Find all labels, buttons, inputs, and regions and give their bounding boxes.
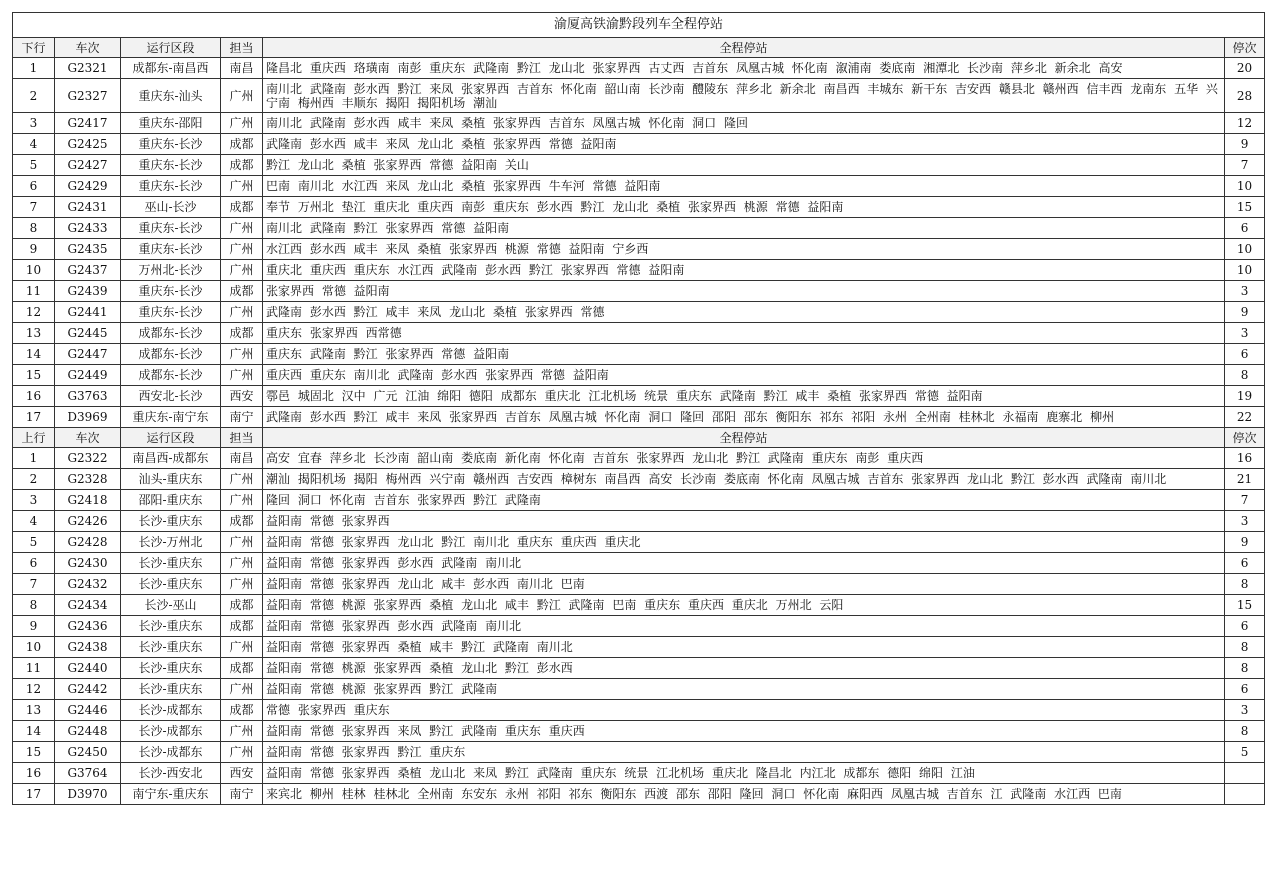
up-table-row (13, 784, 1265, 805)
row-number-cell: 16 (13, 763, 55, 784)
stop-count-cell: 5 (1225, 742, 1265, 763)
row-number-cell: 11 (13, 658, 55, 679)
train-number-cell: G2427 (55, 155, 121, 176)
up-table-row (13, 763, 1265, 784)
run-section-cell: 重庆东-南宁东 (121, 407, 221, 428)
stop-list-cell: 益阳南 常德 张家界西 桑植 龙山北 来凤 黔江 武隆南 重庆东 统景 江北机场 重庆北 隆昌北 内江北 成都东 德阳 绵阳 江油 (263, 763, 1225, 784)
stop-count-cell: 6 (1225, 218, 1265, 239)
stop-count-cell: 20 (1225, 58, 1265, 79)
stop-count-cell: 8 (1225, 721, 1265, 742)
run-section-cell: 长沙-重庆东 (121, 553, 221, 574)
run-section-cell: 长沙-重庆东 (121, 658, 221, 679)
depot-cell: 广州 (221, 490, 263, 511)
row-number-cell: 4 (13, 511, 55, 532)
run-section-cell: 重庆东-长沙 (121, 218, 221, 239)
down-table-row (13, 197, 1265, 218)
stop-count-cell: 12 (1225, 113, 1265, 134)
column-header-depot: 担当 (221, 38, 263, 58)
row-number-cell: 2 (13, 79, 55, 113)
depot-cell: 广州 (221, 260, 263, 281)
depot-cell: 广州 (221, 79, 263, 113)
stop-list-cell: 巴南 南川北 水江西 来凤 龙山北 桑植 张家界西 牛车河 常德 益阳南 (263, 176, 1225, 197)
stop-count-cell: 16 (1225, 448, 1265, 469)
row-number-cell: 15 (13, 742, 55, 763)
run-section-cell: 长沙-重庆东 (121, 616, 221, 637)
down-table-row (13, 239, 1265, 260)
timetable-sheet (12, 12, 1264, 805)
row-number-cell: 11 (13, 281, 55, 302)
depot-cell: 成都 (221, 595, 263, 616)
up-table-row (13, 616, 1265, 637)
depot-cell: 广州 (221, 469, 263, 490)
run-section-cell: 重庆东-长沙 (121, 302, 221, 323)
row-number-cell: 2 (13, 469, 55, 490)
stop-list-cell: 重庆北 重庆西 重庆东 水江西 武隆南 彭水西 黔江 张家界西 常德 益阳南 (263, 260, 1225, 281)
stop-count-cell: 8 (1225, 637, 1265, 658)
column-header-depot: 担当 (221, 428, 263, 448)
stop-list-cell: 武隆南 彭水西 黔江 咸丰 来凤 张家界西 吉首东 凤凰古城 怀化南 洞口 隆回 邵阳 邵东 衡阳东 祁东 祁阳 永州 全州南 桂林北 永福南 鹿寨北 柳州 (263, 407, 1225, 428)
run-section-cell: 成都东-长沙 (121, 323, 221, 344)
stop-count-cell: 3 (1225, 700, 1265, 721)
train-number-cell: D3969 (55, 407, 121, 428)
run-section-cell: 重庆东-长沙 (121, 155, 221, 176)
train-number-cell: G2328 (55, 469, 121, 490)
down-table-row (13, 386, 1265, 407)
column-header-section: 运行区段 (121, 428, 221, 448)
run-section-cell: 西安北-长沙 (121, 386, 221, 407)
stop-count-cell: 3 (1225, 323, 1265, 344)
train-number-cell: G2425 (55, 134, 121, 155)
table-body (13, 38, 1265, 805)
run-section-cell: 万州北-长沙 (121, 260, 221, 281)
down-table-row (13, 79, 1265, 113)
down-table-row (13, 323, 1265, 344)
stop-count-cell: 19 (1225, 386, 1265, 407)
depot-cell: 广州 (221, 218, 263, 239)
up-header-row (13, 428, 1265, 448)
train-number-cell: G2446 (55, 700, 121, 721)
stop-list-cell: 高安 宜春 萍乡北 长沙南 韶山南 娄底南 新化南 怀化南 吉首东 张家界西 龙山北 黔江 武隆南 重庆东 南彭 重庆西 (263, 448, 1225, 469)
depot-cell: 成都 (221, 323, 263, 344)
down-table-row (13, 365, 1265, 386)
stop-count-cell: 8 (1225, 658, 1265, 679)
run-section-cell: 长沙-重庆东 (121, 574, 221, 595)
depot-cell: 西安 (221, 763, 263, 784)
column-header-train: 车次 (55, 428, 121, 448)
run-section-cell: 重庆东-长沙 (121, 239, 221, 260)
up-table-row (13, 679, 1265, 700)
stop-list-cell: 益阳南 常德 张家界西 龙山北 咸丰 彭水西 南川北 巴南 (263, 574, 1225, 595)
down-table-row (13, 302, 1265, 323)
depot-cell: 南宁 (221, 407, 263, 428)
train-number-cell: G2436 (55, 616, 121, 637)
train-number-cell: G2434 (55, 595, 121, 616)
up-table-row (13, 553, 1265, 574)
row-number-cell: 9 (13, 616, 55, 637)
column-header-stops: 全程停站 (263, 428, 1225, 448)
depot-cell: 成都 (221, 511, 263, 532)
stop-list-cell: 益阳南 常德 张家界西 黔江 重庆东 (263, 742, 1225, 763)
down-table-row (13, 155, 1265, 176)
run-section-cell: 长沙-成都东 (121, 742, 221, 763)
stop-list-cell: 武隆南 彭水西 黔江 咸丰 来凤 龙山北 桑植 张家界西 常德 (263, 302, 1225, 323)
row-number-cell: 10 (13, 637, 55, 658)
train-number-cell: G2433 (55, 218, 121, 239)
column-header-train: 车次 (55, 38, 121, 58)
stop-list-cell: 重庆东 张家界西 西常德 (263, 323, 1225, 344)
run-section-cell: 成都东-长沙 (121, 344, 221, 365)
depot-cell: 成都 (221, 197, 263, 218)
depot-cell: 广州 (221, 574, 263, 595)
run-section-cell: 长沙-重庆东 (121, 679, 221, 700)
column-header-dir: 上行 (13, 428, 55, 448)
row-number-cell: 15 (13, 365, 55, 386)
run-section-cell: 重庆东-邵阳 (121, 113, 221, 134)
row-number-cell: 17 (13, 407, 55, 428)
depot-cell: 成都 (221, 281, 263, 302)
stop-count-cell: 15 (1225, 595, 1265, 616)
depot-cell: 广州 (221, 344, 263, 365)
train-number-cell: G2429 (55, 176, 121, 197)
run-section-cell: 长沙-巫山 (121, 595, 221, 616)
column-header-stops: 全程停站 (263, 38, 1225, 58)
down-table-row (13, 113, 1265, 134)
up-table-row (13, 658, 1265, 679)
row-number-cell: 12 (13, 302, 55, 323)
run-section-cell: 长沙-西安北 (121, 763, 221, 784)
run-section-cell: 长沙-万州北 (121, 532, 221, 553)
row-number-cell: 9 (13, 239, 55, 260)
run-section-cell: 巫山-长沙 (121, 197, 221, 218)
stop-count-cell: 15 (1225, 197, 1265, 218)
stop-count-cell: 6 (1225, 344, 1265, 365)
stop-list-cell: 常德 张家界西 重庆东 (263, 700, 1225, 721)
stop-count-cell: 28 (1225, 79, 1265, 113)
train-number-cell: G2438 (55, 637, 121, 658)
stop-list-cell: 重庆东 武隆南 黔江 张家界西 常德 益阳南 (263, 344, 1225, 365)
down-table-row (13, 281, 1265, 302)
up-table-row (13, 511, 1265, 532)
train-number-cell: G2440 (55, 658, 121, 679)
stop-count-cell: 10 (1225, 239, 1265, 260)
row-number-cell: 5 (13, 532, 55, 553)
stop-count-cell: 3 (1225, 281, 1265, 302)
stop-count-cell: 9 (1225, 532, 1265, 553)
stop-count-cell: 3 (1225, 511, 1265, 532)
depot-cell: 西安 (221, 386, 263, 407)
train-number-cell: G2428 (55, 532, 121, 553)
stop-list-cell: 奉节 万州北 垫江 重庆北 重庆西 南彭 重庆东 彭水西 黔江 龙山北 桑植 张家界西 桃源 常德 益阳南 (263, 197, 1225, 218)
row-number-cell: 14 (13, 721, 55, 742)
stop-list-cell: 武隆南 彭水西 咸丰 来凤 龙山北 桑植 张家界西 常德 益阳南 (263, 134, 1225, 155)
stop-count-cell: 8 (1225, 365, 1265, 386)
up-table-row (13, 595, 1265, 616)
down-table-row (13, 134, 1265, 155)
row-number-cell: 14 (13, 344, 55, 365)
row-number-cell: 1 (13, 448, 55, 469)
row-number-cell: 10 (13, 260, 55, 281)
train-number-cell: G2445 (55, 323, 121, 344)
run-section-cell: 成都东-南昌西 (121, 58, 221, 79)
train-number-cell: G2426 (55, 511, 121, 532)
run-section-cell: 南昌西-成都东 (121, 448, 221, 469)
depot-cell: 成都 (221, 700, 263, 721)
depot-cell: 广州 (221, 113, 263, 134)
stop-list-cell: 鄠邑 城固北 汉中 广元 江油 绵阳 德阳 成都东 重庆北 江北机场 统景 重庆东 武隆南 黔江 咸丰 桑植 张家界西 常德 益阳南 (263, 386, 1225, 407)
stop-count-cell: 9 (1225, 302, 1265, 323)
row-number-cell: 7 (13, 197, 55, 218)
stop-count-cell: 9 (1225, 134, 1265, 155)
train-number-cell: D3970 (55, 784, 121, 805)
stop-list-cell: 益阳南 常德 张家界西 彭水西 武隆南 南川北 (263, 553, 1225, 574)
run-section-cell: 南宁东-重庆东 (121, 784, 221, 805)
row-number-cell: 6 (13, 553, 55, 574)
stop-count-cell: 6 (1225, 679, 1265, 700)
row-number-cell: 7 (13, 574, 55, 595)
stop-list-cell: 益阳南 常德 张家界西 来凤 黔江 武隆南 重庆东 重庆西 (263, 721, 1225, 742)
train-number-cell: G2432 (55, 574, 121, 595)
train-number-cell: G2450 (55, 742, 121, 763)
stop-count-cell: 10 (1225, 176, 1265, 197)
down-table-row (13, 176, 1265, 197)
column-header-count: 停次 (1225, 38, 1265, 58)
row-number-cell: 13 (13, 323, 55, 344)
stop-count-cell (1225, 763, 1265, 784)
down-header-row (13, 38, 1265, 58)
train-number-cell: G2430 (55, 553, 121, 574)
stop-list-cell: 南川北 武隆南 黔江 张家界西 常德 益阳南 (263, 218, 1225, 239)
stop-list-cell: 重庆西 重庆东 南川北 武隆南 彭水西 张家界西 常德 益阳南 (263, 365, 1225, 386)
depot-cell: 成都 (221, 134, 263, 155)
stop-list-cell: 黔江 龙山北 桑植 张家界西 常德 益阳南 关山 (263, 155, 1225, 176)
train-number-cell: G2441 (55, 302, 121, 323)
train-number-cell: G2439 (55, 281, 121, 302)
depot-cell: 广州 (221, 637, 263, 658)
row-number-cell: 8 (13, 595, 55, 616)
down-table-row (13, 260, 1265, 281)
depot-cell: 南宁 (221, 784, 263, 805)
depot-cell: 成都 (221, 658, 263, 679)
depot-cell: 广州 (221, 532, 263, 553)
stop-list-cell: 益阳南 常德 桃源 张家界西 桑植 龙山北 咸丰 黔江 武隆南 巴南 重庆东 重庆西 重庆北 万州北 云阳 (263, 595, 1225, 616)
row-number-cell: 3 (13, 490, 55, 511)
up-table-row (13, 721, 1265, 742)
run-section-cell: 长沙-重庆东 (121, 511, 221, 532)
run-section-cell: 重庆东-长沙 (121, 176, 221, 197)
stop-list-cell: 益阳南 常德 桃源 张家界西 桑植 龙山北 黔江 彭水西 (263, 658, 1225, 679)
row-number-cell: 5 (13, 155, 55, 176)
stop-count-cell: 21 (1225, 469, 1265, 490)
row-number-cell: 17 (13, 784, 55, 805)
train-number-cell: G3763 (55, 386, 121, 407)
stop-count-cell: 7 (1225, 155, 1265, 176)
stop-list-cell: 益阳南 常德 张家界西 龙山北 黔江 南川北 重庆东 重庆西 重庆北 (263, 532, 1225, 553)
column-header-dir: 下行 (13, 38, 55, 58)
train-number-cell: G2418 (55, 490, 121, 511)
up-table-row (13, 742, 1265, 763)
train-number-cell: G2435 (55, 239, 121, 260)
row-number-cell: 16 (13, 386, 55, 407)
train-number-cell: G2442 (55, 679, 121, 700)
stop-count-cell: 22 (1225, 407, 1265, 428)
stop-list-cell: 益阳南 常德 张家界西 (263, 511, 1225, 532)
stop-count-cell: 10 (1225, 260, 1265, 281)
run-section-cell: 汕头-重庆东 (121, 469, 221, 490)
run-section-cell: 重庆东-汕头 (121, 79, 221, 113)
train-number-cell: G2327 (55, 79, 121, 113)
down-table-row (13, 344, 1265, 365)
row-number-cell: 12 (13, 679, 55, 700)
row-number-cell: 3 (13, 113, 55, 134)
down-table-row (13, 407, 1265, 428)
down-table-row (13, 58, 1265, 79)
up-table-row (13, 574, 1265, 595)
depot-cell: 广州 (221, 176, 263, 197)
stop-list-cell: 潮汕 揭阳机场 揭阳 梅州西 兴宁南 赣州西 吉安西 樟树东 南昌西 高安 长沙南 娄底南 怀化南 凤凰古城 吉首东 张家界西 龙山北 黔江 彭水西 武隆南 南川北 (263, 469, 1225, 490)
column-header-count: 停次 (1225, 428, 1265, 448)
depot-cell: 广州 (221, 553, 263, 574)
table-title: 渝厦高铁渝黔段列车全程停站 (13, 13, 1265, 38)
row-number-cell: 4 (13, 134, 55, 155)
depot-cell: 广州 (221, 742, 263, 763)
train-number-cell: G2447 (55, 344, 121, 365)
depot-cell: 广州 (221, 239, 263, 260)
train-number-cell: G3764 (55, 763, 121, 784)
stop-count-cell: 6 (1225, 553, 1265, 574)
row-number-cell: 6 (13, 176, 55, 197)
up-table-row (13, 490, 1265, 511)
depot-cell: 广州 (221, 679, 263, 700)
stop-list-cell: 隆昌北 重庆西 珞璜南 南彭 重庆东 武隆南 黔江 龙山北 张家界西 古丈西 吉首东 凤凰古城 怀化南 溆浦南 娄底南 湘潭北 长沙南 萍乡北 新余北 高安 (263, 58, 1225, 79)
stop-list-cell: 水江西 彭水西 咸丰 来凤 桑植 张家界西 桃源 常德 益阳南 宁乡西 (263, 239, 1225, 260)
run-section-cell: 邵阳-重庆东 (121, 490, 221, 511)
up-table-row (13, 469, 1265, 490)
run-section-cell: 重庆东-长沙 (121, 281, 221, 302)
depot-cell: 广州 (221, 302, 263, 323)
up-table-row (13, 448, 1265, 469)
train-number-cell: G2449 (55, 365, 121, 386)
row-number-cell: 1 (13, 58, 55, 79)
depot-cell: 南昌 (221, 58, 263, 79)
depot-cell: 广州 (221, 721, 263, 742)
up-table-row (13, 532, 1265, 553)
depot-cell: 南昌 (221, 448, 263, 469)
run-section-cell: 成都东-长沙 (121, 365, 221, 386)
run-section-cell: 长沙-成都东 (121, 721, 221, 742)
down-table-row (13, 218, 1265, 239)
stop-list-cell: 隆回 洞口 怀化南 吉首东 张家界西 黔江 武隆南 (263, 490, 1225, 511)
stops-table (12, 12, 1265, 805)
up-table-row (13, 637, 1265, 658)
stop-list-cell: 益阳南 常德 桃源 张家界西 黔江 武隆南 (263, 679, 1225, 700)
run-section-cell: 长沙-重庆东 (121, 637, 221, 658)
depot-cell: 成都 (221, 616, 263, 637)
stop-list-cell: 南川北 武隆南 彭水西 咸丰 来凤 桑植 张家界西 吉首东 凤凰古城 怀化南 洞口 隆回 (263, 113, 1225, 134)
up-table-row (13, 700, 1265, 721)
column-header-section: 运行区段 (121, 38, 221, 58)
train-number-cell: G2431 (55, 197, 121, 218)
depot-cell: 广州 (221, 365, 263, 386)
stop-list-cell: 张家界西 常德 益阳南 (263, 281, 1225, 302)
stop-list-cell: 南川北 武隆南 彭水西 黔江 来凤 张家界西 吉首东 怀化南 韶山南 长沙南 醴陵东 萍乡北 新余北 南昌西 丰城东 新干东 吉安西 赣县北 赣州西 信丰西 龙南东 五华 兴宁南 梅州西 丰顺东 揭阳 揭阳机场 潮汕 (263, 79, 1225, 113)
stop-count-cell: 6 (1225, 616, 1265, 637)
row-number-cell: 13 (13, 700, 55, 721)
run-section-cell: 重庆东-长沙 (121, 134, 221, 155)
depot-cell: 成都 (221, 155, 263, 176)
run-section-cell: 长沙-成都东 (121, 700, 221, 721)
train-number-cell: G2321 (55, 58, 121, 79)
stop-count-cell (1225, 784, 1265, 805)
train-number-cell: G2417 (55, 113, 121, 134)
train-number-cell: G2437 (55, 260, 121, 281)
stop-list-cell: 益阳南 常德 张家界西 桑植 咸丰 黔江 武隆南 南川北 (263, 637, 1225, 658)
train-number-cell: G2322 (55, 448, 121, 469)
train-number-cell: G2448 (55, 721, 121, 742)
row-number-cell: 8 (13, 218, 55, 239)
stop-count-cell: 7 (1225, 490, 1265, 511)
stop-list-cell: 益阳南 常德 张家界西 彭水西 武隆南 南川北 (263, 616, 1225, 637)
stop-list-cell: 来宾北 柳州 桂林 桂林北 全州南 东安东 永州 祁阳 祁东 衡阳东 西渡 邵东 邵阳 隆回 洞口 怀化南 麻阳西 凤凰古城 吉首东 江 武隆南 水江西 巴南 (263, 784, 1225, 805)
stop-count-cell: 8 (1225, 574, 1265, 595)
